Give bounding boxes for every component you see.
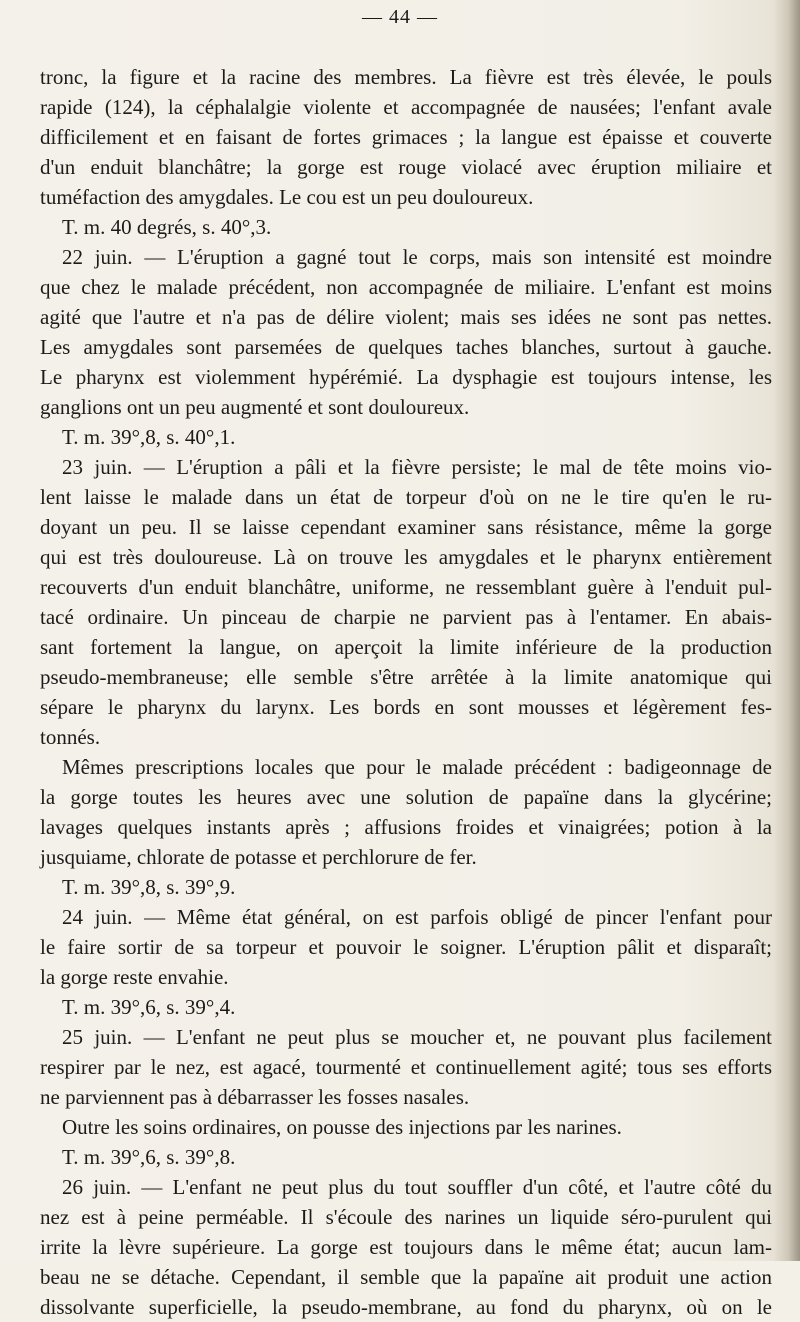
text-line: pseudo-membraneuse; elle semble s'être arrêtée à la limite anatomique qui [40, 665, 772, 689]
text-line: 22 juin. — L'éruption a gagné tout le corps, mais son intensité est moindre [62, 245, 772, 269]
text-line: Les amygdales sont parsemées de quelques taches blanches, surtout à gauche. [40, 335, 772, 359]
page-number: — 44 — [362, 6, 438, 28]
text-line: difficilement et en faisant de fortes grimaces ; la langue est épaisse et couverte [40, 125, 772, 149]
text-line: doyant un peu. Il se laisse cependant examiner sans résistance, même la gorge [40, 515, 772, 539]
text-line: sépare le pharynx du larynx. Les bords en sont mousses et légèrement fes- [40, 695, 772, 719]
text-line: T. m. 39°,8, s. 40°,1. [62, 425, 236, 449]
page-edge-shadow [774, 0, 800, 1261]
text-line: que chez le malade précédent, non accompagnée de miliaire. L'enfant est moins [40, 275, 772, 299]
text-line: tonnés. [40, 725, 101, 749]
text-line: d'un enduit blanchâtre; la gorge est rouge violacé avec éruption miliaire et [40, 155, 772, 179]
text-line: T. m. 39°,8, s. 39°,9. [62, 875, 236, 899]
text-line: tacé ordinaire. Un pinceau de charpie ne parvient pas à l'entamer. En abais- [40, 605, 772, 629]
text-line: la gorge reste envahie. [40, 965, 229, 989]
text-line: lavages quelques instants après ; affusions froides et vinaigrées; potion à la [40, 815, 772, 839]
text-line: nez est à peine perméable. Il s'écoule des narines un liquide séro-purulent qui [40, 1205, 772, 1229]
text-line: T. m. 39°,6, s. 39°,4. [62, 995, 236, 1019]
text-line: 24 juin. — Même état général, on est parfois obligé de pincer l'enfant pour [62, 905, 772, 929]
text-line: respirer par le nez, est agacé, tourmenté et continuellement agité; tous ses efforts [40, 1055, 772, 1079]
text-line: Le pharynx est violemment hypérémié. La dysphagie est toujours intense, les [40, 365, 772, 389]
text-line: rapide (124), la céphalalgie violente et accompagnée de nausées; l'enfant avale [40, 95, 772, 119]
text-line: qui est très douloureuse. Là on trouve les amygdales et le pharynx entièrement [40, 545, 772, 569]
text-line: 26 juin. — L'enfant ne peut plus du tout souffler d'un côté, et l'autre côté du [62, 1175, 772, 1199]
text-line: tronc, la figure et la racine des membres. La fièvre est très élevée, le pouls [40, 65, 772, 89]
text-line: ne parviennent pas à débarrasser les fosses nasales. [40, 1085, 470, 1109]
text-line: agité que l'autre et n'a pas de délire violent; mais ses idées ne sont pas nettes. [40, 305, 772, 329]
text-line: sant fortement la langue, on aperçoit la limite inférieure de la production [40, 635, 772, 659]
text-line: T. m. 39°,6, s. 39°,8. [62, 1145, 236, 1169]
text-line: T. m. 40 degrés, s. 40°,3. [62, 215, 272, 239]
text-line: tuméfaction des amygdales. Le cou est un peu douloureux. [40, 185, 534, 209]
text-line: recouverts d'un enduit blanchâtre, uniforme, ne ressemblant guère à l'enduit pul- [40, 575, 772, 599]
text-line: le faire sortir de sa torpeur et pouvoir le soigner. L'éruption pâlit et disparaît; [40, 935, 772, 959]
text-line: beau ne se détache. Cependant, il semble que la papaïne ait produit une action [40, 1265, 772, 1289]
text-line: lent laisse le malade dans un état de torpeur d'où on ne le tire qu'en le ru- [40, 485, 772, 509]
text-line: la gorge toutes les heures avec une solution de papaïne dans la glycérine; [40, 785, 772, 809]
text-line: 23 juin. — L'éruption a pâli et la fièvre persiste; le mal de tête moins vio- [62, 455, 772, 479]
text-line: Outre les soins ordinaires, on pousse des injections par les narines. [62, 1115, 622, 1139]
text-line: 25 juin. — L'enfant ne peut plus se moucher et, ne pouvant plus facilement [62, 1025, 772, 1049]
text-line: Mêmes prescriptions locales que pour le malade précédent : badigeonnage de [62, 755, 772, 779]
text-line: ganglions ont un peu augmenté et sont douloureux. [40, 395, 470, 419]
text-line: jusquiame, chlorate de potasse et perchlorure de fer. [40, 845, 477, 869]
text-line: irrite la lèvre supérieure. La gorge est toujours dans le même état; aucun lam- [40, 1235, 772, 1259]
text-line: dissolvante superficielle, la pseudo-membrane, au fond du pharynx, où on le [40, 1295, 772, 1319]
body-text [40, 62, 772, 1322]
